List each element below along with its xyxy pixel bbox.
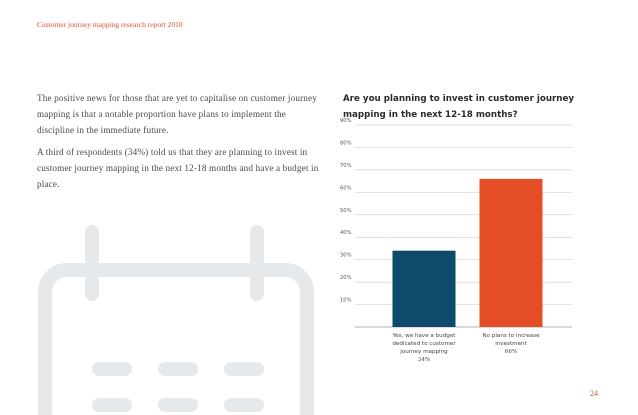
y-tick-label: 30% [340, 252, 352, 259]
y-tick-label: 20% [340, 275, 352, 282]
x-category-label: journey mapping [400, 349, 448, 355]
y-tick-label: 90% [340, 118, 352, 124]
y-tick-label: 40% [340, 230, 352, 237]
x-category-label: investment [495, 341, 527, 347]
chart-title: Are you planning to invest in customer journey mapping in the next 12-18 months? [343, 94, 575, 120]
y-tick-label: 10% [340, 297, 352, 304]
x-category-label: Yes, we have a budget [392, 333, 456, 339]
x-category-label: No plans to increase [482, 333, 540, 339]
bar [393, 251, 456, 327]
data-label: 34% [417, 357, 431, 363]
y-tick-label: 80% [340, 140, 352, 147]
y-tick-label: 70% [340, 162, 352, 169]
x-category-label: dedicated to customer [392, 341, 456, 347]
data-label: 66% [504, 349, 518, 355]
bar [480, 179, 543, 327]
y-tick-label: 50% [340, 207, 352, 214]
report-header: Customer journey mapping research report 2018 [37, 20, 183, 29]
paragraph: A third of respondents (34%) told us that they are planning to invest in customer journey mapping in the next 12-18 months and have a budget in place. [37, 147, 319, 189]
paragraph: The positive news for those that are yet to capitalise on customer journey mapping is that a notable proportion have plans to implement the discipline in the immediate future. [37, 93, 318, 135]
page-number: 24 [590, 389, 598, 398]
y-tick-label: 60% [340, 185, 352, 192]
